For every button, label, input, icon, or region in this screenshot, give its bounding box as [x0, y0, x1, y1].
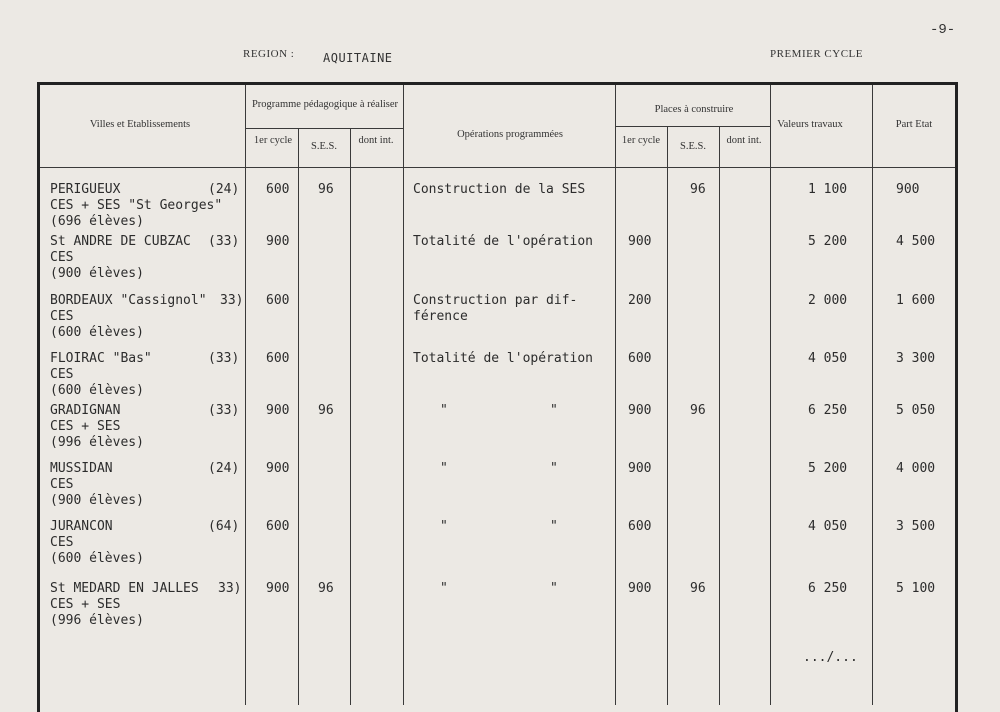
row-prog: 900: [266, 581, 290, 596]
row-dept: (24): [208, 182, 240, 197]
row-dept: (24): [208, 461, 240, 476]
row-prog: 600: [266, 519, 290, 534]
row-ses: 96: [318, 581, 334, 596]
region-label: REGION :: [243, 48, 295, 60]
row-students: (900 élèves): [50, 493, 144, 508]
row-part: 900: [896, 182, 920, 197]
row-dept: (33): [208, 234, 240, 249]
row-city: St MEDARD EN JALLES: [50, 581, 199, 596]
row-students: (996 élèves): [50, 613, 144, 628]
col-divider: [615, 85, 616, 705]
row-students: (600 élèves): [50, 383, 144, 398]
row-places-ses: 96: [690, 182, 706, 197]
col-divider: [350, 128, 351, 705]
row-part: 4 000: [896, 461, 936, 476]
row-operation: ": [440, 403, 448, 418]
header-places: Places à construire: [654, 104, 734, 115]
row-students: (600 élèves): [50, 325, 144, 340]
col-divider: [245, 85, 246, 705]
row-type: CES: [50, 250, 74, 265]
row-operation: ": [440, 519, 448, 534]
cycle-label: PREMIER CYCLE: [770, 48, 863, 60]
header-programme: Programme pédagogique à réaliser: [251, 99, 399, 110]
row-operation: ": [550, 461, 558, 476]
region-name: AQUITAINE: [323, 51, 393, 65]
row-dept: 33): [220, 293, 244, 308]
row-prog: 900: [266, 403, 290, 418]
row-places-1er: 900: [628, 461, 652, 476]
row-type: CES + SES: [50, 597, 121, 612]
row-places-1er: 900: [628, 581, 652, 596]
row-operation: ": [550, 403, 558, 418]
row-operation: ": [440, 581, 448, 596]
row-prog: 600: [266, 351, 290, 366]
row-part: 5 100: [896, 581, 936, 596]
row-city: PERIGUEUX: [50, 182, 121, 197]
row-dept: (64): [208, 519, 240, 534]
row-city: MUSSIDAN: [50, 461, 113, 476]
header-divider: [40, 167, 955, 168]
row-type: CES + SES: [50, 419, 121, 434]
row-valeurs: 6 250: [808, 403, 848, 418]
row-dept: (33): [208, 403, 240, 418]
continuation-marker: .../...: [803, 650, 858, 665]
row-places-1er: 600: [628, 351, 652, 366]
row-city: FLOIRAC "Bas": [50, 351, 152, 366]
row-places-1er: 900: [628, 403, 652, 418]
header-operations: Opérations programmées: [457, 129, 563, 140]
row-students: (600 élèves): [50, 551, 144, 566]
row-type: CES + SES "St Georges": [50, 198, 223, 213]
header-places-dont: dont int.: [726, 135, 762, 146]
header-prog-ses: S.E.S.: [311, 141, 337, 152]
row-ses: 96: [318, 403, 334, 418]
row-ses: 96: [318, 182, 334, 197]
row-operation: Construction de la SES: [413, 182, 586, 197]
header-places-ses: S.E.S.: [680, 141, 706, 152]
row-type: CES: [50, 535, 74, 550]
row-prog: 900: [266, 461, 290, 476]
col-divider: [298, 128, 299, 705]
header-places-1er: 1er cycle: [621, 135, 661, 146]
row-city: St ANDRE DE CUBZAC: [50, 234, 191, 249]
row-prog: 600: [266, 182, 290, 197]
row-valeurs: 5 200: [808, 461, 848, 476]
row-valeurs: 5 200: [808, 234, 848, 249]
row-places-1er: 600: [628, 519, 652, 534]
row-places-ses: 96: [690, 403, 706, 418]
header-valeurs: Valeurs travaux: [777, 119, 843, 130]
row-part: 1 600: [896, 293, 936, 308]
header-villes: Villes et Etablissements: [89, 119, 191, 130]
page-number: -9-: [930, 22, 956, 38]
row-valeurs: 1 100: [808, 182, 848, 197]
row-part: 4 500: [896, 234, 936, 249]
row-valeurs: 4 050: [808, 519, 848, 534]
row-valeurs: 6 250: [808, 581, 848, 596]
row-dept: (33): [208, 351, 240, 366]
row-valeurs: 4 050: [808, 351, 848, 366]
col-divider: [770, 85, 771, 705]
row-part: 5 050: [896, 403, 936, 418]
row-places-1er: 900: [628, 234, 652, 249]
row-valeurs: 2 000: [808, 293, 848, 308]
header-prog-dont: dont int.: [358, 135, 394, 146]
row-dept: 33): [218, 581, 242, 596]
row-operation: Totalité de l'opération: [413, 351, 594, 366]
col-divider: [719, 126, 720, 705]
row-city: BORDEAUX "Cassignol": [50, 293, 207, 308]
row-city: JURANCON: [50, 519, 113, 534]
col-divider: [667, 126, 668, 705]
row-type: CES: [50, 367, 74, 382]
row-operation: Totalité de l'opération: [413, 234, 594, 249]
row-operation: ": [550, 581, 558, 596]
row-students: (996 élèves): [50, 435, 144, 450]
row-part: 3 300: [896, 351, 936, 366]
row-operation: ": [440, 461, 448, 476]
row-type: CES: [50, 309, 74, 324]
row-places-1er: 200: [628, 293, 652, 308]
col-divider: [403, 85, 404, 705]
row-type: CES: [50, 477, 74, 492]
row-students: (696 élèves): [50, 214, 144, 229]
row-prog: 600: [266, 293, 290, 308]
subheader-divider: [245, 128, 403, 129]
row-city: GRADIGNAN: [50, 403, 121, 418]
header-prog-1er: 1er cycle: [253, 135, 293, 146]
row-operation: Construction par dif- férence: [413, 293, 578, 324]
header-part: Part Etat: [895, 119, 933, 130]
row-prog: 900: [266, 234, 290, 249]
row-places-ses: 96: [690, 581, 706, 596]
row-students: (900 élèves): [50, 266, 144, 281]
col-divider: [872, 85, 873, 705]
subheader-divider: [615, 126, 770, 127]
row-part: 3 500: [896, 519, 936, 534]
row-operation: ": [550, 519, 558, 534]
